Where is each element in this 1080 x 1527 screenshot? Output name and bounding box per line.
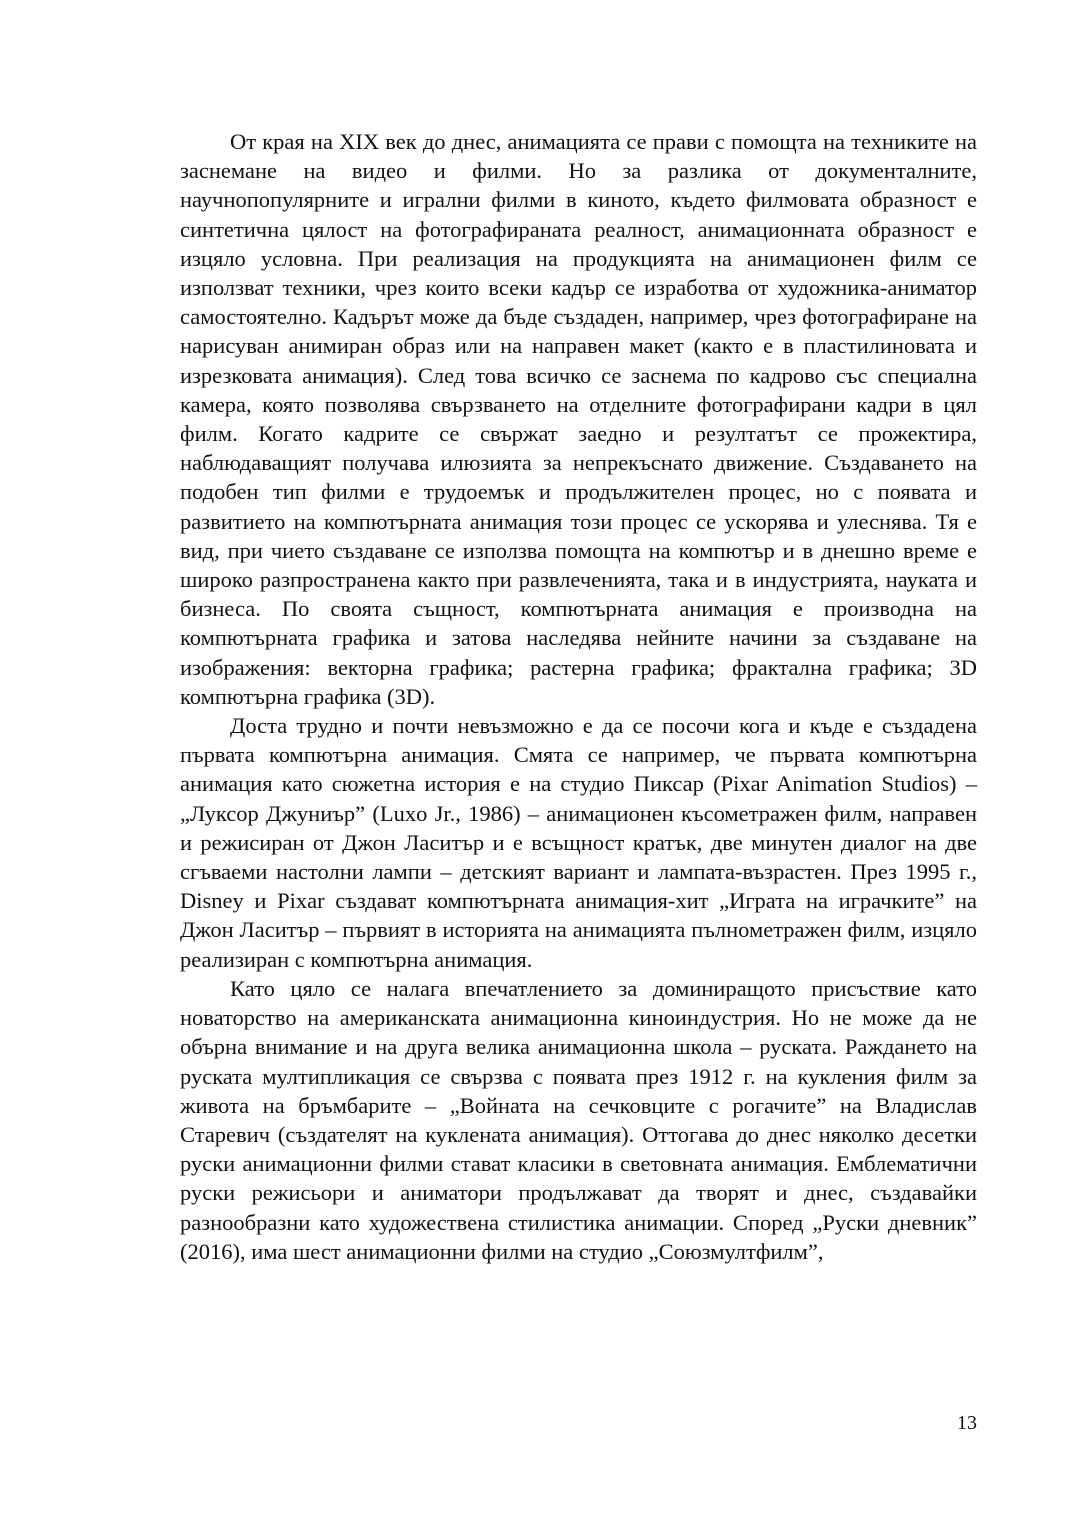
body-text	[180, 127, 977, 1266]
paragraph-2: Доста трудно и почти невъзможно е да се посочи кога и къде е създадена първата компютърна анимация. Смята се например, че първата компютърна анимация като сюжетна история е на студио Пиксар (Pixar Animation Studios) – „Луксор Джуниър” (Luxo Jr., 1986) – анимационен късометражен филм, направен и режисиран от Джон Ласитър и е всъщност кратък, две минутен диалог на две сгъваеми настолни лампи – детският вариант и лампата-възрастен. През 1995 г., Disney и Pixar създават компютърната анимация-хит „Играта на играчките” на Джон Ласитър – първият в историята на анимацията пълнометражен филм, изцяло реализиран с компютърна анимация.	[180, 713, 977, 972]
paragraph-3: Като цяло се налага впечатлението за доминиращото присъствие като новаторство на американската анимационна киноиндустрия. Но не може да не обърна внимание и на друга велика анимационна школа – руската. Раждането на руската мултипликация се свързва с появата през 1912 г. на кукления филм за живота на бръмбарите – „Войната на сечковците с рогачите” на Владислав Старевич (създателят на куклената анимация). Оттогава до днес няколко десетки руски анимационни филми стават класики в световната анимация. Емблематични руски режисьори и аниматори продължават да творят и днес, създавайки разнообразни като художествена стилистика анимации. Според „Руски дневник” (2016), има шест анимационни филми на студио „Союзмултфилм”,	[180, 975, 977, 1264]
page-number: 13	[957, 1412, 977, 1434]
paragraph-1: От края на XIX век до днес, анимацията се прави с помощта на техниките на заснемане на видео и филми. Но за разлика от документалните, научнопопулярните и игрални филми в киното, където филмовата образност е синтетична цялост на фотографираната реалност, анимационната образност е изцяло условна. При реализация на продукцията на анимационен филм се използват техники, чрез които всеки кадър се изработва от художника-аниматор самостоятелно. Кадърът може да бъде създаден, например, чрез фотографиране на нарисуван анимиран образ или на направен макет (както е в пластилиновата и изрезковата анимация). След това всичко се заснема по кадрово със специална камера, която позволява свързването на отделните фотографирани кадри в цял филм. Когато кадрите се свържат заедно и резултатът се прожектира, наблюдаващият получава илюзията за непрекъснато движение. Създаването на подобен тип филми е трудоемък и продължителен процес, но с появата и развитието на компютърната анимация този процес се ускорява и улеснява. Тя е вид, при чието създаване се използва помощта на компютър и в днешно време е широко разпространена както при развлеченията, така и в индустрията, науката и бизнеса. По своята същност, компютърната анимация е производна на компютърната графика и затова наследява нейните начини за създаване на изображения: векторна графика; растерна графика; фрактална графика; 3D компютърна графика (3D).	[180, 129, 977, 709]
